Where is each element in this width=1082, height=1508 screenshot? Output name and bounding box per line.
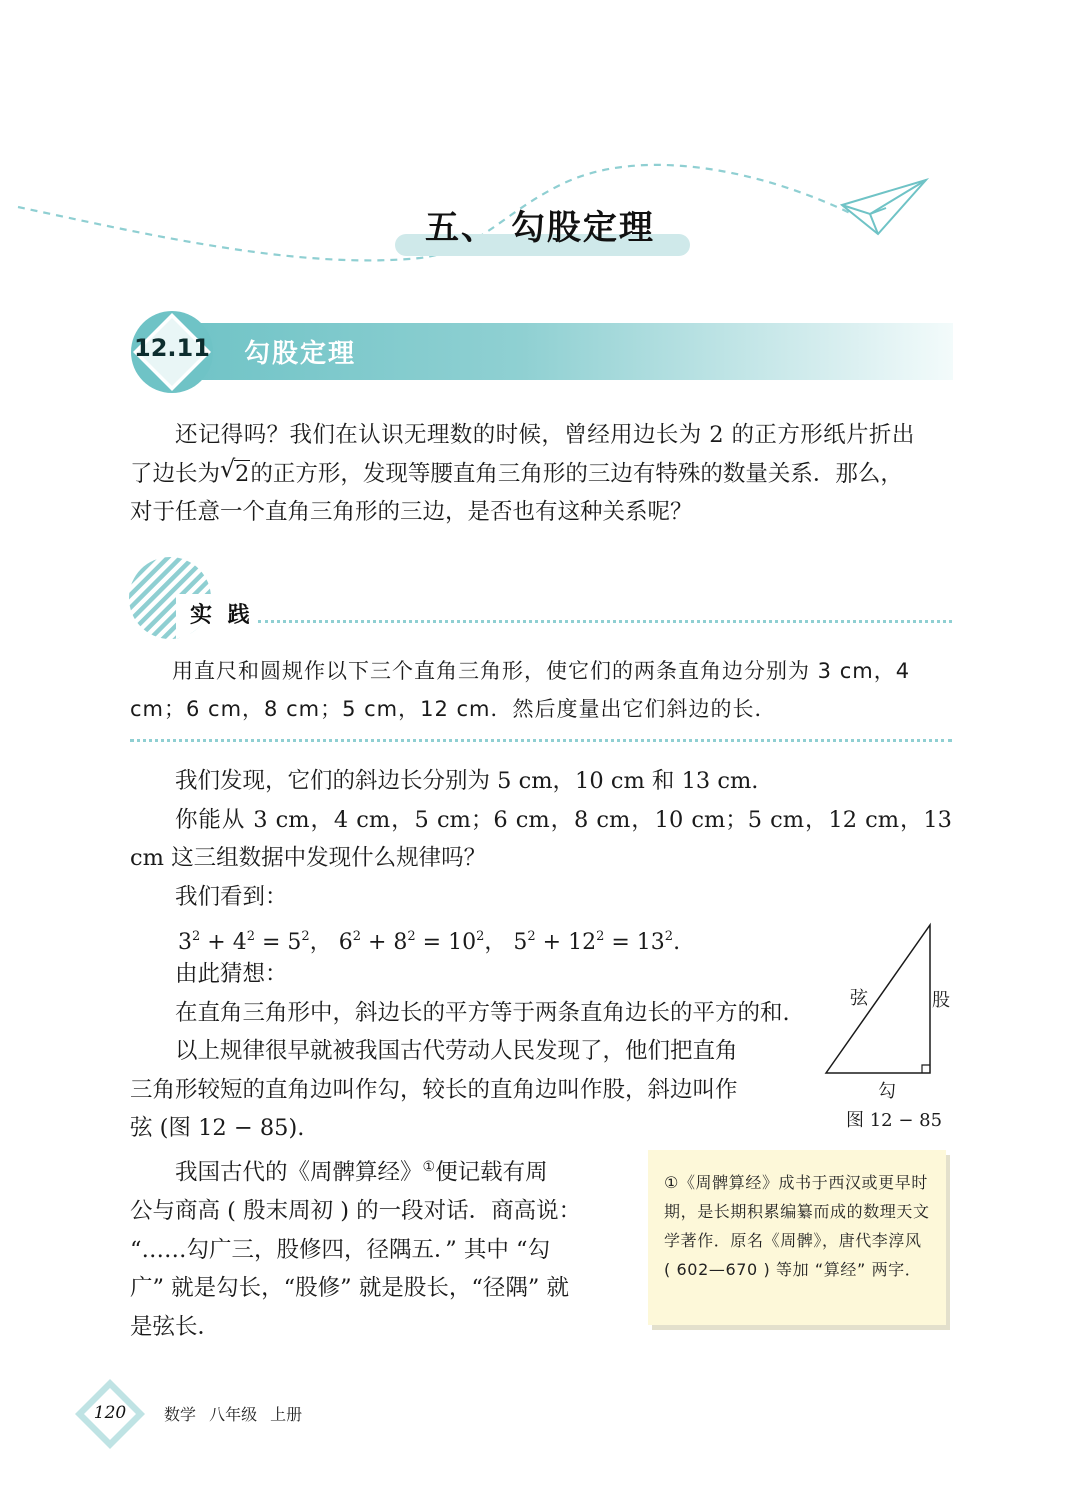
sqrt-argument: 2 xyxy=(235,460,250,487)
body-zhoubi-paragraph xyxy=(130,1148,614,1346)
intro-line-2 xyxy=(130,455,952,494)
body-p5: 在直角三角形中，斜边长的平方等于两条直角边长的平方的和. xyxy=(175,999,790,1026)
figure-caption: 图 12 − 85 xyxy=(846,1110,943,1131)
body-p6-l3: 弦 (图 12 − 85). xyxy=(130,1115,305,1141)
label-long-leg: 股 xyxy=(932,990,950,1011)
intro-paragraph xyxy=(130,416,952,532)
body-p7-l3: “……勾广三，股修四，径隅五．” 其中 “勾 xyxy=(130,1236,551,1263)
label-hypotenuse: 弦 xyxy=(850,988,868,1009)
body-p3: 我们看到： xyxy=(175,883,288,910)
body-p2: 你能从 3 cm，4 cm，5 cm；6 cm，8 cm，10 cm；5 cm，12 cm，13 cm 这三组数据中发现什么规律吗？ xyxy=(130,806,952,871)
body-p7-l1: 我国古代的《周髀算经》①便记载有周 xyxy=(175,1159,548,1186)
right-triangle-figure xyxy=(820,920,960,1135)
body-p7-l4: 广” 就是勾长，“股修” 就是股长，“径隅” 就 xyxy=(130,1275,569,1301)
section-number-badge xyxy=(130,310,214,394)
practice-text xyxy=(130,652,952,728)
practice-bottom-divider xyxy=(130,739,952,742)
section-title: 勾股定理 xyxy=(244,339,357,369)
body-p6-l1: 以上规律很早就被我国古代劳动人民发现了，他们把直角 xyxy=(175,1038,738,1064)
paper-plane-icon xyxy=(842,180,926,234)
sqrt-expression: √ 2 xyxy=(220,454,250,487)
intro-line-2-before: 了边长为 xyxy=(130,460,221,487)
chapter-title xyxy=(395,200,690,256)
chapter-title-text: 五、 勾股定理 xyxy=(425,208,655,248)
footnote-box xyxy=(648,1150,946,1325)
body-p7-l5: 是弦长． xyxy=(130,1313,221,1340)
footnote-marker: ① xyxy=(422,1159,436,1175)
intro-line-1: 还记得吗？我们在认识无理数的时候，曾经用边长为 2 的正方形纸片折出 xyxy=(175,422,915,448)
body-conjecture xyxy=(130,955,830,1032)
pythagorean-formula: $3^2 + 4^2 = 5^2$， $6^2 + 8^2 = 10^2$， $5^2 + 12^2 = 13^2$. xyxy=(178,929,681,955)
practice-top-divider xyxy=(258,620,952,623)
body-paragraphs xyxy=(130,762,952,916)
section-number: 12.11 xyxy=(134,334,210,362)
body-p6-l2: 三角形较短的直角边叫作勾，较长的直角边叫作股，斜边叫作 xyxy=(130,1076,738,1103)
page-number: 120 xyxy=(93,1403,127,1423)
page-number-badge xyxy=(74,1378,146,1450)
footer-book-title: 数学 八年级 上册 xyxy=(164,1405,303,1424)
body-p7-l2: 公与商高 ( 殷末周初 ) 的一段对话．商高说： xyxy=(130,1198,582,1224)
practice-label: 实 践 xyxy=(190,603,254,628)
body-gougu-paragraph xyxy=(130,1032,790,1148)
body-p1: 我们发现，它们的斜边长分别为 5 cm，10 cm 和 13 cm. xyxy=(175,768,759,794)
section-header-band xyxy=(168,323,953,380)
intro-line-2-after: 的正方形，发现等腰直角三角形的三边有特殊的数量关系．那么， xyxy=(250,460,903,487)
body-p4: 由此猜想： xyxy=(175,961,288,987)
intro-line-3: 对于任意一个直角三角形的三边，是否也有这种关系呢？ xyxy=(130,499,693,525)
practice-text-content: 用直尺和圆规作以下三个直角三角形，使它们的两条直角边分别为 3 cm，4 cm；6 cm，8 cm；5 cm，12 cm．然后度量出它们斜边的长． xyxy=(130,659,911,721)
footnote-text: ①《周髀算经》成书于西汉或更早时期，是长期积累编纂而成的数理天文学著作．原名《周髀》，唐代李淳风 ( 602—670 ) 等加 “算经” 两字． xyxy=(664,1173,930,1279)
label-short-leg: 勾 xyxy=(878,1081,896,1102)
